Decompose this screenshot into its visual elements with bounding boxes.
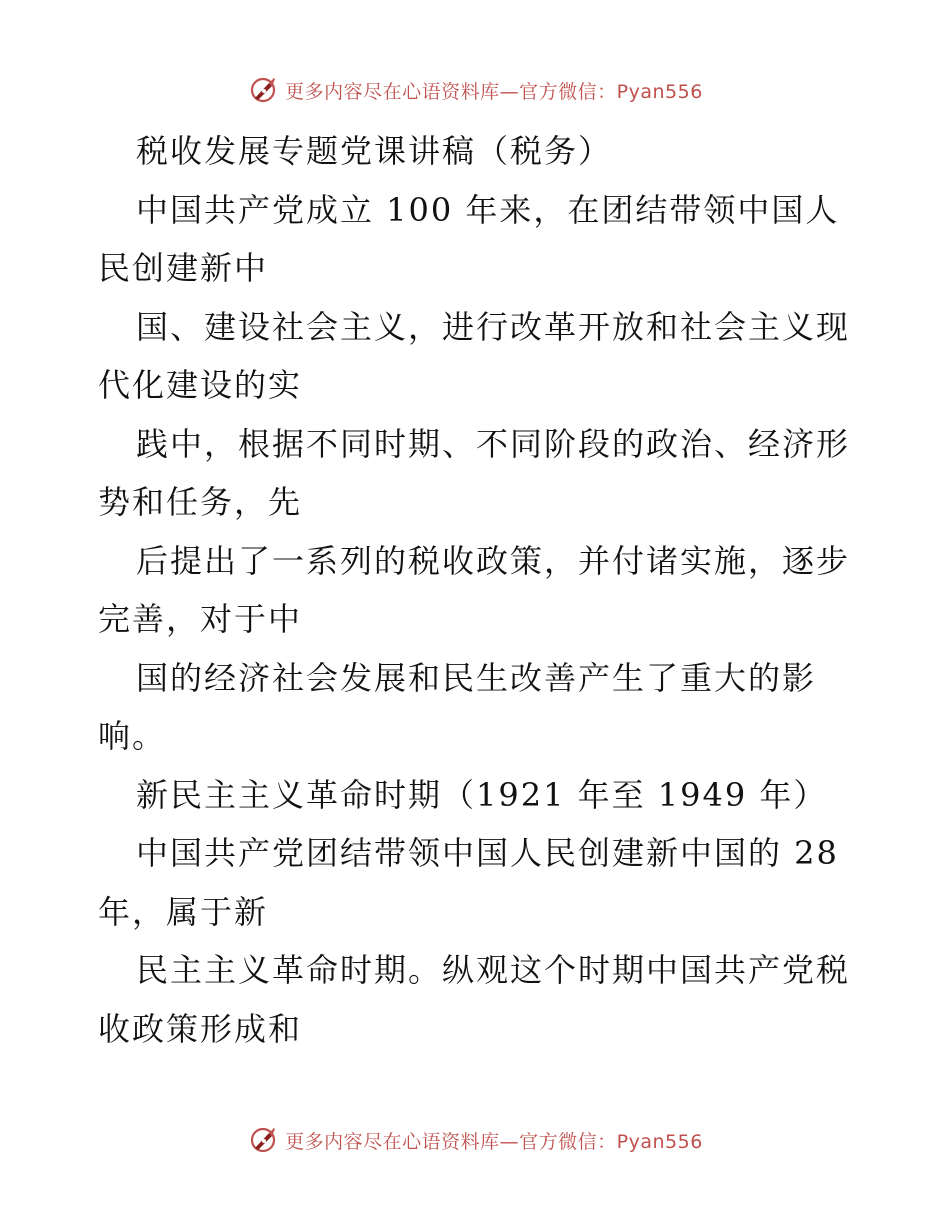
text-line: 响。 (98, 717, 167, 755)
text-line: 国的经济社会发展和民生改善产生了重大的影 (136, 658, 817, 697)
text-line: 践中，根据不同时期、不同阶段的政治、经济形 (136, 424, 851, 463)
text-line: 税收发展专题党课讲稿（税务） (136, 132, 613, 170)
footer-watermark (0, 1122, 950, 1158)
text-line: 代化建设的实 (98, 366, 303, 404)
quill-pen-logo-icon (247, 1124, 279, 1156)
text-line: 完善，对于中 (98, 600, 303, 638)
text-line: 民创建新中 (98, 249, 269, 287)
text-line: 后提出了一系列的税收政策，并付诸实施，逐步 (136, 541, 851, 580)
text-line: 民主主义革命时期。纵观这个时期中国共产党税 (136, 951, 851, 989)
text-line: 收政策形成和 (98, 1009, 303, 1048)
text-line: 中国共产党团结带领中国人民创建新中国的 28 (136, 834, 839, 872)
text-line: 中国共产党成立 100 年来，在团结带领中国人 (136, 190, 840, 229)
footer-watermark-text: 更多内容尽在心语资料库—官方微信：Pyan556 (285, 1130, 703, 1153)
header-watermark-text: 更多内容尽在心语资料库—官方微信：Pyan556 (285, 80, 703, 103)
document-body (98, 122, 858, 1058)
text-line: 国、建设社会主义，进行改革开放和社会主义现 (136, 307, 851, 346)
text-line: 势和任务，先 (98, 483, 303, 521)
text-line: 年，属于新 (98, 892, 269, 931)
text-line: 新民主主义革命时期（1921 年至 1949 年） (136, 775, 828, 814)
quill-pen-logo-icon (247, 74, 279, 106)
header-watermark (0, 72, 950, 108)
